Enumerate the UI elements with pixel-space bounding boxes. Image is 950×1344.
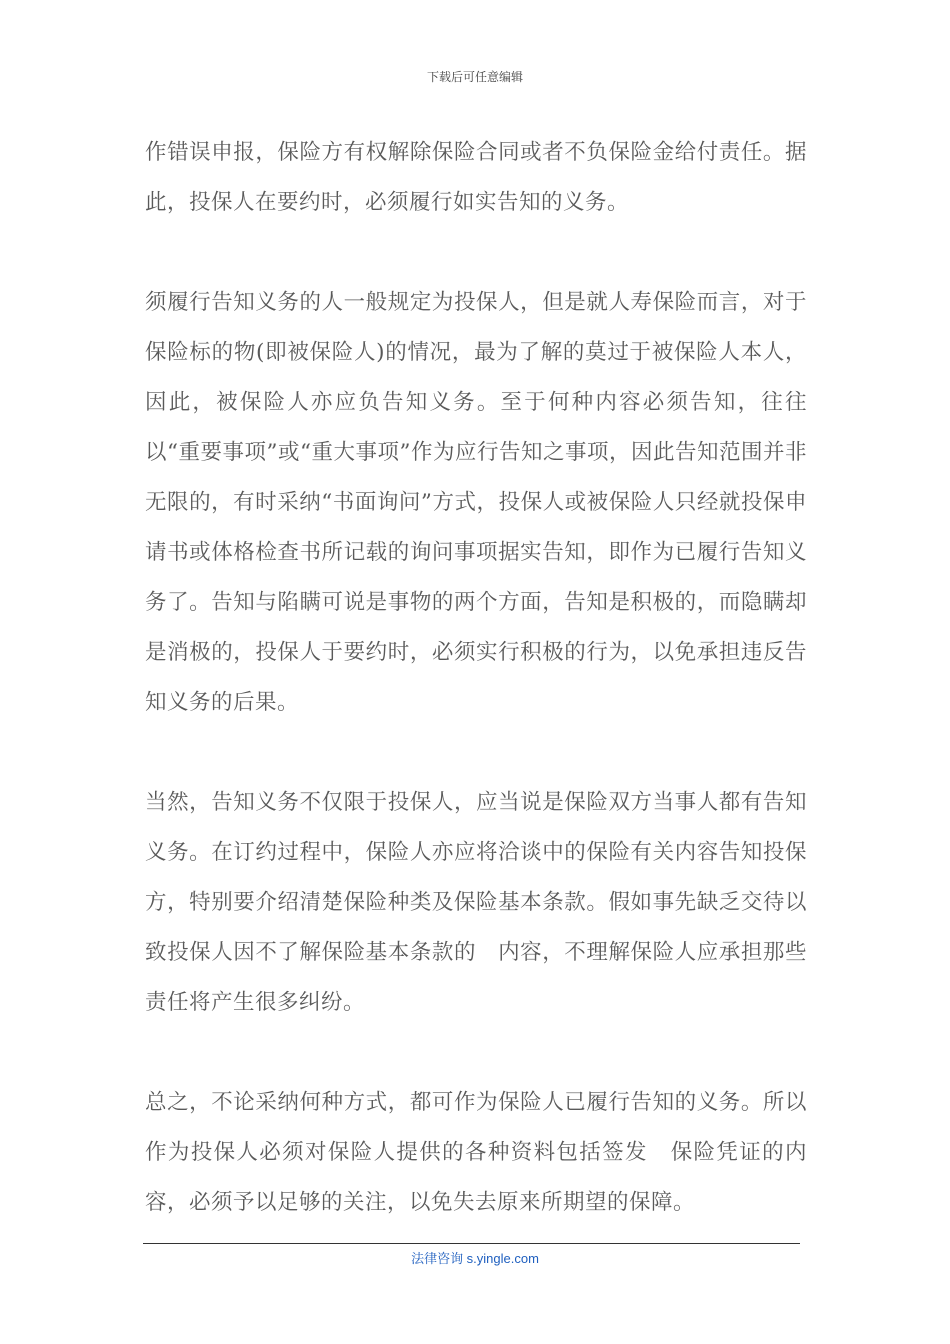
paragraph-1: 作错误申报，保险方有权解除保险合同或者不负保险金给付责任。据此，投保人在要约时，必须履行如实告知的义务。 [145, 140, 807, 215]
header-note: 下载后可任意编辑 [426, 70, 523, 84]
paragraph-3: 当然，告知义务不仅限于投保人，应当说是保险双方当事人都有告知义务。在订约过程中，保险人亦应将洽谈中的保险有关内容告知投保方，特别要介绍清楚保险种类及保险基本条款。假如事先缺乏交待以致投保人因不了解保险基本条款的 内容，不理解保险人应承担那些责任将产生很多纠纷。 [145, 790, 807, 1015]
paragraph-gap [145, 728, 807, 778]
paragraph-2: 须履行告知义务的人一般规定为投保人，但是就人寿保险而言，对于保险标的物(即被保险人)的情况，最为了解的莫过于被保险人本人，因此，被保险人亦应负告知义务。至于何种内容必须告知，往往以“重要事项”或“重大事项”作为应行告知之事项，因此告知范围并非无限的，有时采纳“书面询问”方式，投保人或被保险人只经就投保申请书或体格检查书所记载的询问事项据实告知，即作为已履行告知义务了。告知与陷瞒可说是事物的两个方面，告知是积极的，而隐瞒却是消极的，投保人于要约时，必须实行积极的行为，以免承担违反告知义务的后果。 [145, 290, 807, 715]
document-body [145, 128, 807, 1228]
footer-link[interactable]: 法律咨询 s.yingle.com [411, 1251, 539, 1266]
footer-divider [143, 1243, 800, 1244]
paragraph-gap [145, 228, 807, 278]
paragraph-gap [145, 1028, 807, 1078]
paragraph-4: 总之，不论采纳何种方式，都可作为保险人已履行告知的义务。所以作为投保人必须对保险人提供的各种资料包括签发 保险凭证的内容，必须予以足够的关注，以免失去原来所期望的保障。 [145, 1090, 807, 1215]
